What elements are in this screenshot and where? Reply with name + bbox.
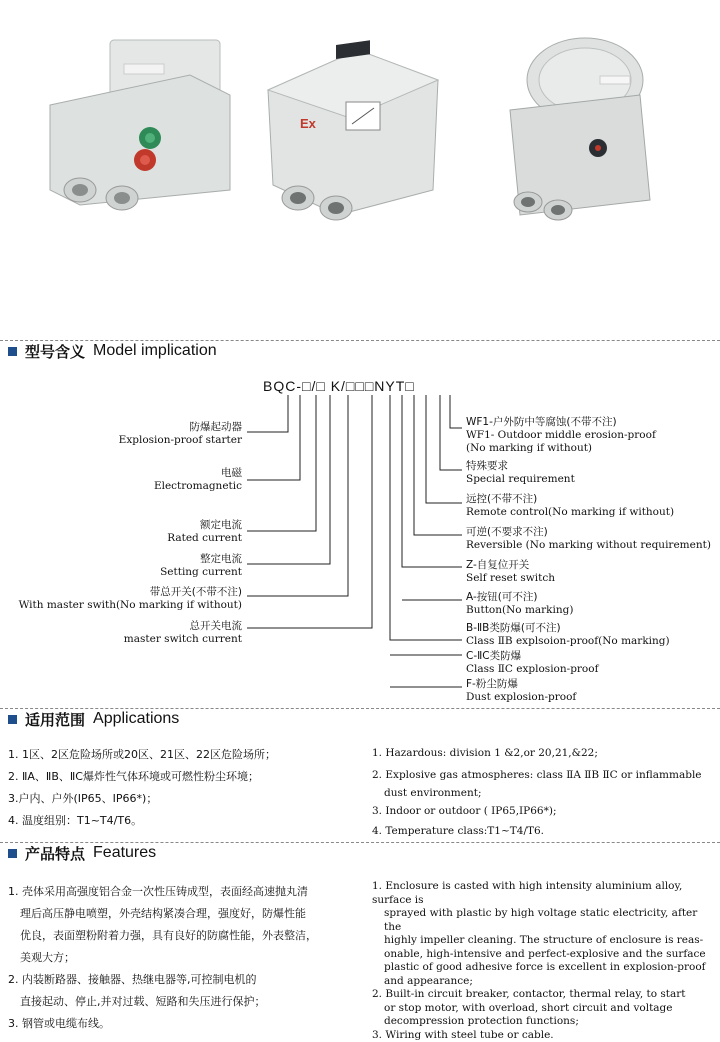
list-item: highly impeller cleaning. The structure of enclosure is reas- xyxy=(372,934,708,948)
model-label-setting-current: 整定电流 Setting current xyxy=(160,553,242,579)
section-title-zh: 型号含义 xyxy=(25,341,85,362)
list-item: 1. Hazardous: division 1 &2,or 20,21,&22; xyxy=(372,744,717,762)
model-label-button: A-按钮(可不注) Button(No marking) xyxy=(466,591,573,617)
list-item: or stop motor, with overload, short circuit and voltage xyxy=(372,1002,708,1016)
model-label-rated-current: 额定电流 Rated current xyxy=(167,519,242,545)
list-item: 1. 壳体采用高强度铝合金一次性压铸成型，表面经高速抛丸清 xyxy=(8,881,344,903)
model-code: BQC-□/□ K/□□□NYT□ xyxy=(263,378,415,394)
section-title-en: Model implication xyxy=(93,342,217,360)
model-label-wf1: WF1-户外防中等腐蚀(不带不注) WF1- Outdoor middle erosion-proof (No marking if without) xyxy=(466,416,656,455)
section-square-icon xyxy=(8,849,17,858)
list-item: 4. 温度组别：T1~T4/T6。 xyxy=(8,810,348,832)
list-item: 3. Indoor or outdoor ( IP65,IP66*); xyxy=(372,802,717,820)
list-item: dust environment; xyxy=(372,784,717,802)
model-label-master-switch-current: 总开关电流 master switch current xyxy=(124,620,242,646)
list-item: 理后高压静电喷塑，外壳结构紧凑合理，强度好，防爆性能 xyxy=(8,903,344,925)
model-label-special: 特殊要求 Special requirement xyxy=(466,460,575,486)
section-title-zh: 适用范围 xyxy=(25,709,85,730)
list-item: onable, high-intensive and perfect-explosive and the surface xyxy=(372,948,708,962)
list-item: 优良，表面塑粉附着力强，具有良好的防腐性能，外表整洁， xyxy=(8,925,344,947)
list-item: 2. ⅡA、ⅡB、ⅡC爆炸性气体环境或可燃性粉尘环境； xyxy=(8,766,348,788)
model-label-remote: 远控(不带不注) Remote control(No marking if without) xyxy=(466,493,674,519)
model-label-self-reset: Z-自复位开关 Self reset switch xyxy=(466,559,555,585)
list-item: 美观大方； xyxy=(8,947,344,969)
applications-section-header xyxy=(8,708,179,730)
list-item: plastic of good adhesive force is excellent in explosion-proof xyxy=(372,961,708,975)
list-item: 1. Enclosure is casted with high intensity aluminium alloy, surface is xyxy=(372,880,708,907)
list-item: 3. 钢管或电缆布线。 xyxy=(8,1013,344,1035)
features-list-zh xyxy=(8,881,344,1035)
list-item: and appearance; xyxy=(372,975,708,989)
list-item: 3.户内、户外(IP65、IP66*)； xyxy=(8,788,348,810)
list-item: 直接起动、停止,并对过载、短路和失压进行保护； xyxy=(8,991,344,1013)
model-label-class-c: C-ⅡC类防爆 Class ⅡC explosion-proof xyxy=(466,650,598,676)
model-label-reversible: 可逆(不要求不注) Reversible (No marking without requirement) xyxy=(466,526,711,552)
list-item: decompression protection functions; xyxy=(372,1015,708,1029)
list-item: 1. 1区、2区危险场所或20区、21区、22区危险场所； xyxy=(8,744,348,766)
model-label-master-switch: 带总开关(不带不注) With master swith(No marking if without) xyxy=(19,586,242,612)
applications-list-en xyxy=(372,744,717,840)
model-label-electromagnetic: 电磁 Electromagnetic xyxy=(154,467,242,493)
list-item: 2. 内装断路器、接触器、热继电器等,可控制电机的 xyxy=(8,969,344,991)
list-item: 2. Explosive gas atmospheres: class ⅡA ⅡB ⅡC or inflammable xyxy=(372,766,717,784)
list-item: 4. Temperature class:T1~T4/T6. xyxy=(372,822,717,840)
model-label-dust: F-粉尘防爆 Dust explosion-proof xyxy=(466,678,576,704)
features-list-en xyxy=(372,880,708,1042)
list-item: 2. Built-in circuit breaker, contactor, thermal relay, to start xyxy=(372,988,708,1002)
list-item: sprayed with plastic by high voltage static electricity, after the xyxy=(372,907,708,934)
section-title-en: Applications xyxy=(93,710,179,728)
list-item: 3. Wiring with steel tube or cable. xyxy=(372,1029,708,1042)
applications-list-zh xyxy=(8,744,348,832)
section-title-en: Features xyxy=(93,844,156,862)
section-title-zh: 产品特点 xyxy=(25,843,85,864)
model-label-class-b: B-ⅡB类防爆(可不注) Class ⅡB explsoion-proof(No marking) xyxy=(466,622,670,648)
section-square-icon xyxy=(8,715,17,724)
features-section-header xyxy=(8,842,156,864)
model-label-starter: 防爆起动器 Explosion-proof starter xyxy=(119,421,242,447)
ex-badge: Ex xyxy=(300,116,317,131)
